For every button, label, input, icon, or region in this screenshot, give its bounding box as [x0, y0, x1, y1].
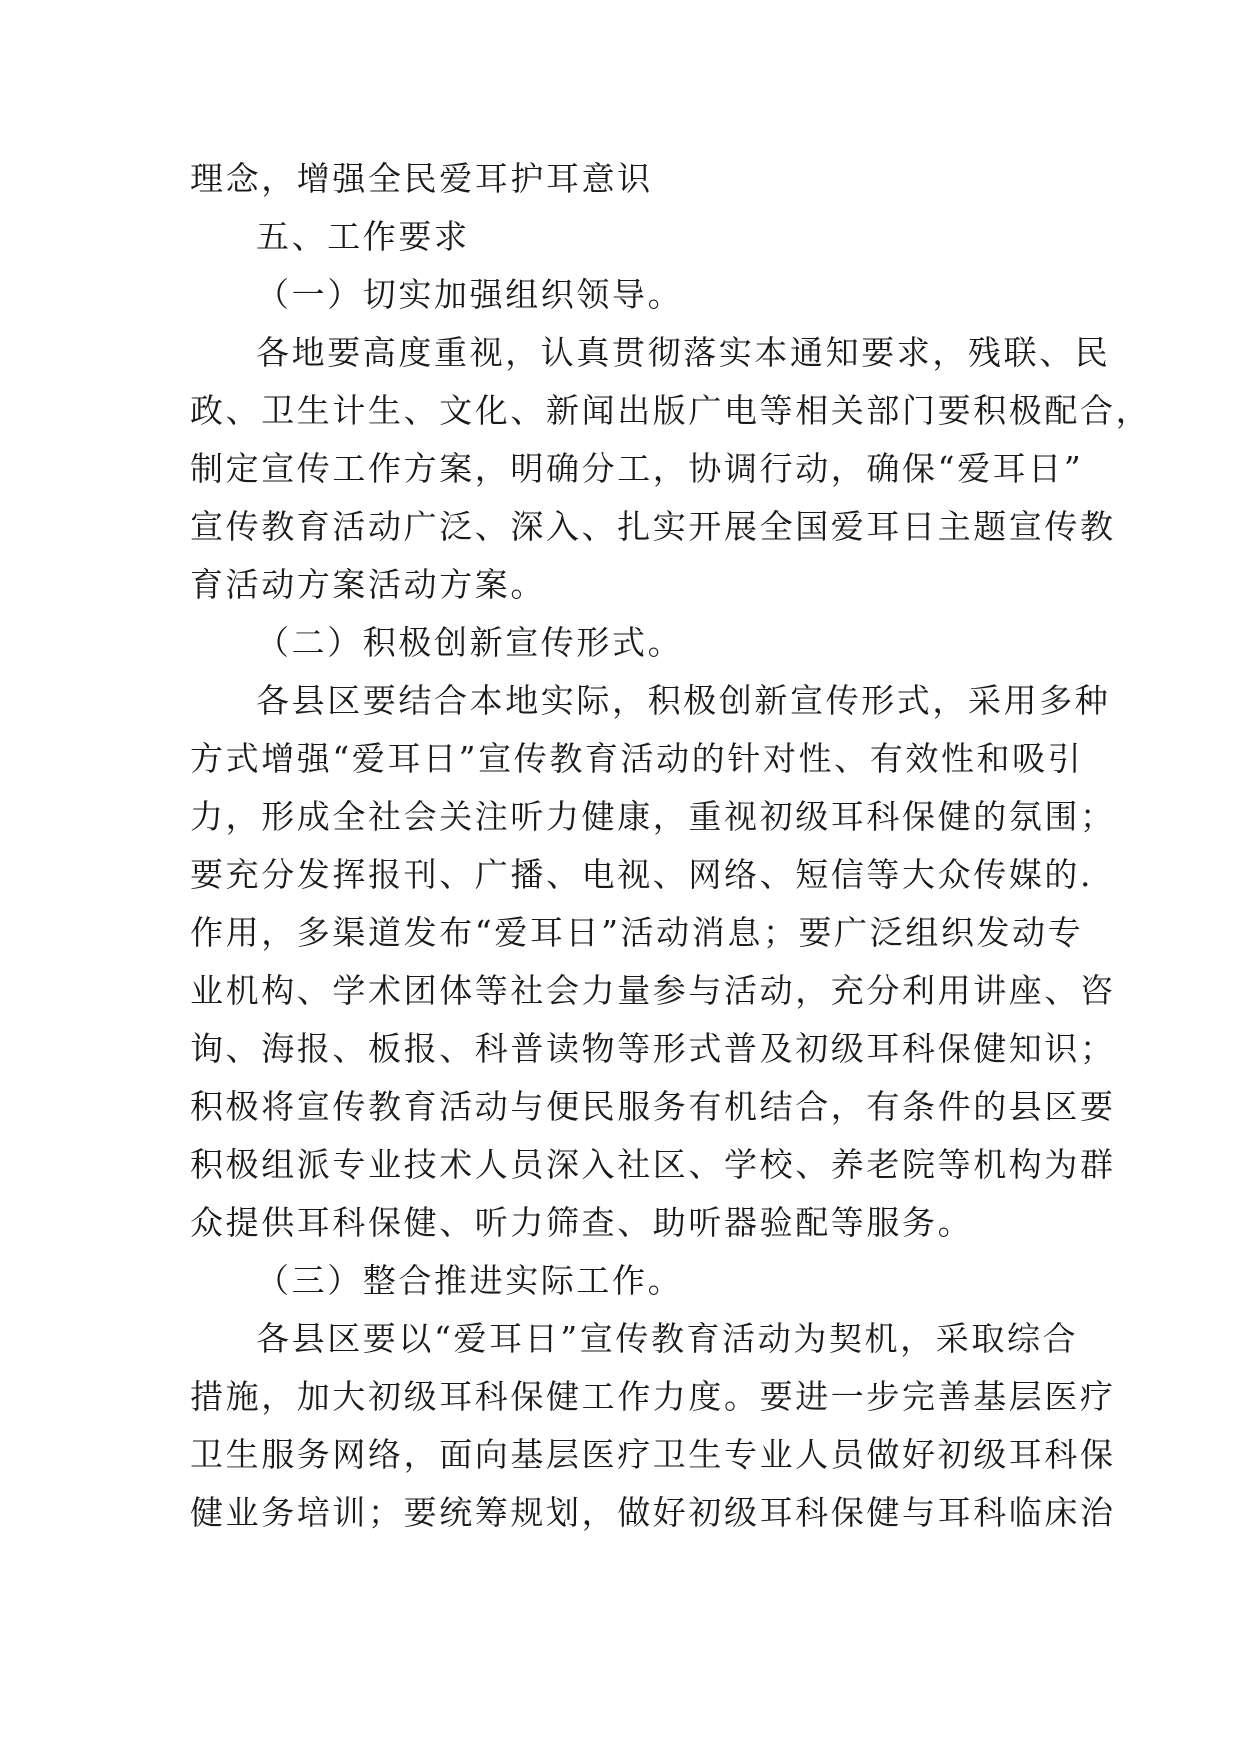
subsection-heading: （一）切实加强组织领导。	[256, 275, 684, 314]
paragraph-line: 力，形成全社会关注听力健康，重视初级耳科保健的氛围；	[190, 797, 1116, 836]
paragraph-line: 各地要高度重视，认真贯彻落实本通知要求，残联、民	[256, 333, 1111, 372]
section-heading: 五、工作要求	[256, 217, 470, 256]
paragraph-line: 各县区要以“爱耳日”宣传教育活动为契机，采取综合	[256, 1319, 1079, 1358]
subsection-heading: （三）整合推进实际工作。	[256, 1261, 684, 1300]
paragraph-line: 宣传教育活动广泛、深入、扎实开展全国爱耳日主题宣传教	[190, 507, 1116, 546]
paragraph-line: 各县区要结合本地实际，积极创新宣传形式，采用多种	[256, 681, 1111, 720]
paragraph-line: 制定宣传工作方案，明确分工，协调行动，确保“爱耳日”	[190, 449, 1084, 488]
document-body	[190, 150, 1152, 1542]
paragraph-line: 询、海报、板报、科普读物等形式普及初级耳科保健知识；	[190, 1029, 1116, 1068]
paragraph-line: 业机构、学术团体等社会力量参与活动，充分利用讲座、咨	[190, 971, 1116, 1010]
paragraph-line: 卫生服务网络，面向基层医疗卫生专业人员做好初级耳科保	[190, 1435, 1116, 1474]
paragraph-line: 育活动方案活动方案。	[190, 565, 546, 604]
paragraph-line: 要充分发挥报刊、广播、电视、网络、短信等大众传媒的.	[190, 855, 1094, 894]
paragraph-line: 政、卫生计生、文化、新闻出版广电等相关部门要积极配合，	[190, 391, 1152, 430]
paragraph-line: 作用，多渠道发布“爱耳日”活动消息；要广泛组织发动专	[190, 913, 1084, 952]
paragraph-line: 方式增强“爱耳日”宣传教育活动的针对性、有效性和吸引	[190, 739, 1084, 778]
paragraph-line: 积极将宣传教育活动与便民服务有机结合，有条件的县区要	[190, 1087, 1116, 1126]
paragraph-line: 积极组派专业技术人员深入社区、学校、养老院等机构为群	[190, 1145, 1116, 1184]
paragraph-line: 健业务培训；要统筹规划，做好初级耳科保健与耳科临床治	[190, 1493, 1116, 1532]
paragraph-line: 措施，加大初级耳科保健工作力度。要进一步完善基层医疗	[190, 1377, 1116, 1416]
paragraph-line: 理念，增强全民爱耳护耳意识	[190, 159, 653, 198]
paragraph-line: 众提供耳科保健、听力筛查、助听器验配等服务。	[190, 1203, 974, 1242]
subsection-heading: （二）积极创新宣传形式。	[256, 623, 684, 662]
